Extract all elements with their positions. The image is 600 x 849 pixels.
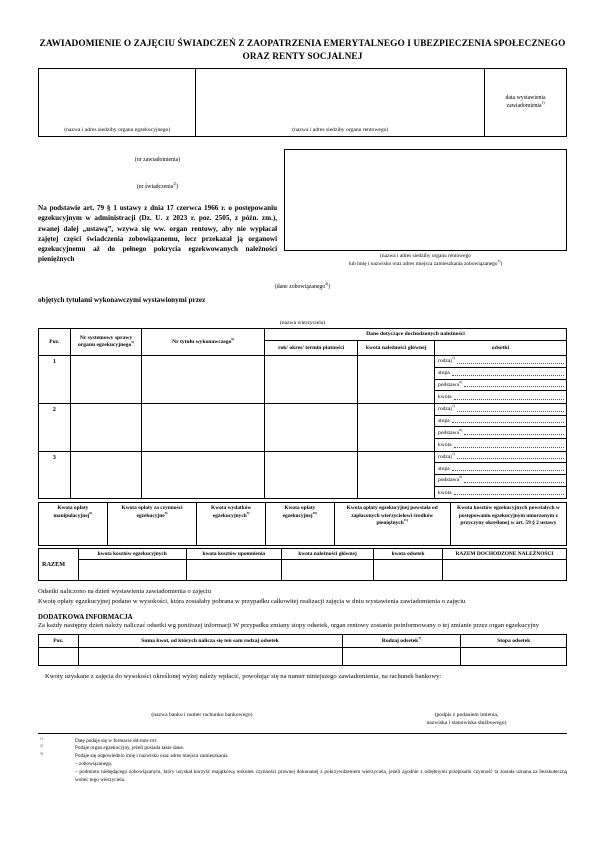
- footnote-3-marker: [38, 753, 75, 784]
- field-interest-basis-1[interactable]: [435, 380, 566, 392]
- footnotes-block: [38, 735, 567, 785]
- additional-info-heading: DODATKOWA INFORMACJA: [38, 613, 133, 621]
- pension-org-caption: (nazwa i adres siedziby organu rentowego): [292, 126, 389, 133]
- total-enforcement-costs-header: kwota kosztów egzekucyjnych: [78, 549, 186, 560]
- benefit-number-caption-text: (nr świadczenia: [136, 184, 174, 191]
- legal-basis-paragraph: Na podstawie art. 79 § 1 ustawy z dnia 17 czerwca 1966 r. o postępowaniu egzekucyjnym w administracji (Dz. U. z 2023 r. poz. 2505, z późn. zm.), zwanej dalej „ustawą”, wzywa się ww. organ rentowy, aby nie wypłacał zajętej części świadczenia zobowiązanemu, lecz przekazał ją organowi egzekucyjnemu aż do pełnego pokrycia egzekwowanych należności pieniężnych: [38, 204, 278, 264]
- dotted-leader: [454, 399, 564, 400]
- interest-info-table: [38, 634, 567, 666]
- interest-type-label: rodzaj: [437, 406, 452, 413]
- total-interest-header: kwota odsetek: [374, 549, 443, 560]
- note-interest-accrual: Odsetki naliczono na dzień wystawienia zawiadomienia o zajęciu: [38, 588, 212, 596]
- footnote-ref-8: 8): [459, 379, 462, 384]
- footnote-ref-11: 11): [403, 518, 408, 523]
- dotted-leader: [454, 494, 564, 495]
- total-reminder-costs-header: kwota kosztów upomnienia: [186, 549, 281, 560]
- interest-basis-label: podstawa: [437, 429, 460, 436]
- notes-block: [38, 587, 567, 606]
- dotted-leader: [452, 375, 564, 376]
- field-case-number-3[interactable]: [70, 451, 142, 499]
- issue-date-label-line2: zawiadomienia: [506, 102, 542, 109]
- footnote-ref-7: 7): [418, 636, 422, 641]
- field-interest-basis-2[interactable]: [435, 427, 566, 439]
- field-principal-3[interactable]: [358, 451, 435, 499]
- form-title-line2: ORAZ RENTY SOCJALNEJ: [242, 51, 363, 62]
- row-number: 1: [39, 356, 71, 404]
- field-period-2[interactable]: [264, 403, 357, 451]
- right-column: [284, 149, 567, 268]
- field-pension-org[interactable]: [196, 69, 485, 136]
- footnote-3-intro: Podaje się odpowiednio imię i nazwisko oraz adres miejsca zamieszkania: [75, 753, 228, 760]
- field-interest-amount-3[interactable]: [435, 487, 566, 499]
- enforcement-fee-paid-label: Kwota opłaty egzekucyjnej powstała od zapłaconych wierzycielowi środków pieniężnych: [346, 505, 438, 527]
- interest-info-blank-row: [39, 648, 567, 666]
- col-header-principal: kwota należności głównej: [358, 341, 435, 356]
- interest-rate-label: stopa: [437, 465, 450, 472]
- enforcement-fee-label: Kwota opłaty egzekucyjnej: [282, 505, 316, 519]
- issue-date-label-line1: data wystawienia: [505, 94, 546, 101]
- claims-row-1: [39, 356, 567, 404]
- covered-by-writs-text: objętych tytułami wykonawczymi wystawionymi przez: [38, 296, 206, 305]
- field-interest-rate-1[interactable]: [435, 368, 566, 380]
- column-gap: [277, 149, 284, 268]
- info-col-rate: Stopa odsetek: [461, 635, 567, 648]
- totals-razem-label: RAZEM: [39, 549, 79, 581]
- obligor-data-caption-text: (dane zobowiązanego: [274, 284, 326, 291]
- row-number: 2: [39, 403, 71, 451]
- footnote-2-marker: [38, 743, 75, 756]
- dotted-leader: [464, 386, 564, 387]
- footnote-3-item-2: – podmiotu niebędącego zobowiązanym, który uzyskał korzyść majątkową wskutek czynności prawnej dokonanej z pokrzywdzeniem wierzyciela, jeżeli zgodnie z odrębnymi przepisami czynność ta została uznana za bezskuteczną wobec tego wierzyciela.: [75, 768, 567, 783]
- benefit-number-caption-close: ): [176, 184, 179, 191]
- dotted-leader: [457, 411, 564, 412]
- footnote-2-text: Podaje organ egzekucyjny, jeżeli posiada takie dane.: [75, 745, 185, 752]
- interest-amount-label: kwota: [437, 489, 452, 496]
- footnote-ref-6: 6): [231, 336, 235, 341]
- footnote-ref-2: 2): [173, 182, 177, 187]
- creditor-name-caption: (nazwa wierzyciela): [279, 320, 326, 327]
- field-interest-amount-2[interactable]: [435, 439, 566, 451]
- field-principal-2[interactable]: [358, 403, 435, 451]
- note-enforcement-fee: Kwotę opłaty egzekucyjnej podano w wysokości, która zostałaby pobrana w przypadku całkowitej realizacji zajęcia w dniu wystawienia zawiadomienia o zajęciu: [38, 598, 466, 606]
- field-signature[interactable]: [366, 684, 567, 712]
- col-header-claims-group: Dane dotyczące dochodzonych należności: [264, 329, 566, 341]
- claims-row-2: [39, 403, 567, 451]
- field-info-pos[interactable]: [39, 648, 79, 666]
- issue-date-label: [506, 95, 546, 111]
- col-header-case-number-text: Nr systemowy sprawy organu egzekucyjnego: [77, 335, 133, 349]
- fee-enforcement-actions-label: Kwota opłaty za czynności egzekucyjne: [121, 505, 183, 519]
- footnote-ref-2: 2): [40, 743, 43, 748]
- discontinued-costs-label: Kwota kosztów egzekucyjnych powstałych w postępowaniu egzekucyjnym umorzonym z przyczyny określonej w art. 59 § 2 ustawy: [457, 505, 560, 527]
- field-info-type[interactable]: [342, 648, 461, 666]
- field-total-principal[interactable]: [281, 560, 373, 581]
- field-discontinued-costs[interactable]: [450, 503, 566, 546]
- info-col-type: [342, 635, 461, 648]
- info-col-pos: Poz.: [39, 635, 79, 648]
- totals-blank-row: [39, 560, 567, 581]
- footnote-ref-4: 4): [325, 282, 329, 287]
- field-interest-rate-2[interactable]: [435, 416, 566, 428]
- field-case-number-1[interactable]: [70, 356, 142, 404]
- field-enforcement-fee[interactable]: [266, 503, 335, 546]
- dotted-leader: [464, 434, 564, 435]
- left-column: [38, 149, 277, 268]
- field-principal-1[interactable]: [358, 356, 435, 404]
- dotted-leader: [452, 422, 564, 423]
- footnote-ref-3: 3): [40, 751, 43, 756]
- field-info-sum[interactable]: [78, 648, 342, 666]
- obligor-box-caption-line1: (nazwa i adres siedziby organu rentowego: [380, 253, 471, 260]
- field-interest-type-1[interactable]: [435, 356, 566, 368]
- interest-rate-label: stopa: [437, 370, 450, 376]
- middle-two-column-zone: [38, 149, 567, 268]
- notice-number-caption: (nr zawiadomienia): [134, 157, 181, 164]
- field-total-enforcement-costs[interactable]: [78, 560, 186, 581]
- signature-caption: [366, 712, 567, 727]
- row-number: 3: [39, 451, 71, 499]
- footnote-ref-3: 3): [497, 258, 501, 263]
- interest-amount-label: kwota: [437, 394, 452, 401]
- field-interest-amount-1[interactable]: [435, 391, 566, 403]
- footnote-2: [38, 743, 567, 756]
- field-bank-account[interactable]: [38, 684, 366, 712]
- field-interest-type-3[interactable]: [435, 452, 566, 464]
- footnote-ref-8: 8): [459, 475, 462, 480]
- col-header-pos: Poz.: [39, 329, 71, 356]
- field-info-rate[interactable]: [461, 648, 567, 666]
- col-header-writ-number: [142, 329, 264, 356]
- field-enforcement-fee-paid[interactable]: [334, 503, 450, 546]
- enforcement-org-caption: (nazwa i adres siedziby organu egzekucyjnego): [64, 126, 171, 133]
- dotted-leader: [464, 482, 564, 483]
- claims-header-row1: [39, 329, 567, 341]
- field-writ-number-1[interactable]: [142, 356, 264, 404]
- obligor-box-caption-line2: lub imię i nazwisko oraz adres miejsca zamieszkania zobowiązanego: [348, 260, 498, 267]
- interest-amount-label: kwota: [437, 442, 452, 449]
- totals-header-row: [39, 549, 567, 560]
- footnote-ref-7: 7): [451, 451, 455, 456]
- benefit-number-caption: [38, 184, 277, 190]
- field-total-interest[interactable]: [374, 560, 443, 581]
- dotted-leader: [452, 470, 564, 471]
- interest-cell-2: [434, 403, 566, 451]
- dotted-leader: [457, 363, 564, 364]
- obligor-box-caption-close: ): [500, 260, 503, 267]
- dotted-leader: [457, 458, 564, 459]
- interest-cell-3: [434, 451, 566, 499]
- footnote-ref-9: 9): [164, 510, 168, 515]
- form-title-line1: ZAWIADOMIENIE O ZAJĘCIU ŚWIADCZEŃ Z ZAOPATRZENIA EMERYTALNEGO I UBEZPIECZENIA SPOŁECZNEGO: [39, 39, 566, 49]
- claims-row-3: [39, 451, 567, 499]
- field-interest-basis-3[interactable]: [435, 475, 566, 487]
- bank-signature-fill-zone: [38, 684, 567, 712]
- claims-table: [38, 328, 567, 499]
- field-obligor-address[interactable]: [284, 149, 567, 251]
- col-header-writ-number-text: Nr tytułu wykonawczego: [172, 338, 232, 345]
- footnote-ref-10: 10): [312, 510, 317, 515]
- info-col-sum: Suma kwot, od których nalicza się ten sam rodzaj odsetek: [78, 635, 342, 648]
- field-interest-rate-3[interactable]: [435, 463, 566, 475]
- footnote-divider: [38, 733, 567, 734]
- fee-manipulation-label: Kwota opłaty manipulacyjnej: [53, 505, 90, 519]
- col-header-interest: odsetki: [434, 341, 566, 356]
- footnote-ref-9: 9): [89, 510, 93, 515]
- field-period-3[interactable]: [264, 451, 357, 499]
- form-title: [38, 38, 567, 63]
- header-box: [38, 68, 567, 137]
- footnote-ref-1: 1): [40, 735, 43, 740]
- field-total-claimed[interactable]: [442, 560, 566, 581]
- totals-table: [38, 548, 567, 581]
- footnote-3: [38, 753, 567, 784]
- field-issue-date[interactable]: [485, 69, 566, 136]
- interest-type-label: rodzaj: [437, 358, 452, 365]
- total-principal-header: kwota należności głównej: [281, 549, 373, 560]
- obligor-data-caption: [38, 284, 567, 290]
- signature-caption-line1: (podpis z podaniem imienia,: [434, 712, 499, 719]
- obligor-data-caption-close: ): [328, 284, 331, 291]
- additional-info-body: Za każdy następny dzień należy naliczać odsetki wg poniższej informacji W przypadku zmiany stopy odsetek, organ rentowy zostanie poinformowany o tej zmianie przez organ egzekucyjny: [38, 621, 540, 629]
- bank-caption: (nazwa banku i numer rachunku bankowego): [151, 712, 253, 719]
- interest-rate-label: stopa: [437, 417, 450, 424]
- payment-instruction: Kwoty uzyskane z zajęcia do wysokości określonej wyżej należy wpłacić, powołując się na numer niniejszego zawiadomienia, na rachunek bankowy:: [45, 673, 442, 681]
- field-writ-number-2[interactable]: [142, 403, 264, 451]
- footnote-ref-7: 7): [451, 404, 455, 409]
- interest-info-header-row: [39, 635, 567, 648]
- field-enforcement-expenses[interactable]: [197, 503, 266, 546]
- col-header-case-number: [70, 329, 142, 356]
- field-total-reminder-costs[interactable]: [186, 560, 281, 581]
- field-writ-number-3[interactable]: [142, 451, 264, 499]
- footnote-ref-5: 5): [131, 340, 135, 345]
- interest-basis-label: podstawa: [437, 477, 460, 484]
- obligor-box-caption: [284, 253, 567, 268]
- footnote-ref-8: 8): [459, 427, 462, 432]
- interest-cell-1: [434, 356, 566, 404]
- field-period-1[interactable]: [264, 356, 357, 404]
- interest-basis-label: podstawa: [437, 381, 460, 388]
- total-claimed-header: RAZEM DOCHODZONE NALEŻNOŚCI: [442, 549, 566, 560]
- enforcement-expenses-label: Kwota wydatków egzekucyjnych: [211, 505, 252, 519]
- field-case-number-2[interactable]: [70, 403, 142, 451]
- col-header-period: rok/ okres/ termin płatności: [264, 341, 357, 356]
- field-fee-manipulation[interactable]: [39, 503, 108, 546]
- dotted-leader: [454, 447, 564, 448]
- footnote-3-item-1: – zobowiązanego,: [75, 760, 113, 767]
- bottom-captions: [38, 712, 567, 727]
- info-col-type-text: Rodzaj odsetek: [381, 638, 419, 645]
- footnote-3-text: [75, 753, 567, 784]
- footnote-1-text: Datę podaje się w formacie dd-mm-rrrr.: [75, 737, 158, 744]
- field-fee-enforcement-actions[interactable]: [107, 503, 197, 546]
- footnote-ref-7: 7): [451, 356, 455, 361]
- footnote-1-marker: [38, 735, 75, 746]
- fees-row: [39, 503, 567, 546]
- footnote-ref-9: 9): [246, 510, 250, 515]
- interest-type-label: rodzaj: [437, 453, 452, 460]
- fees-table: [38, 502, 567, 546]
- signature-caption-line2: nazwiska i stanowiska służbowego): [426, 720, 507, 726]
- footnote-1: [38, 735, 567, 746]
- field-enforcement-org[interactable]: [39, 69, 196, 136]
- field-interest-type-2[interactable]: [435, 404, 566, 416]
- footnote-ref-1: 1): [541, 100, 545, 105]
